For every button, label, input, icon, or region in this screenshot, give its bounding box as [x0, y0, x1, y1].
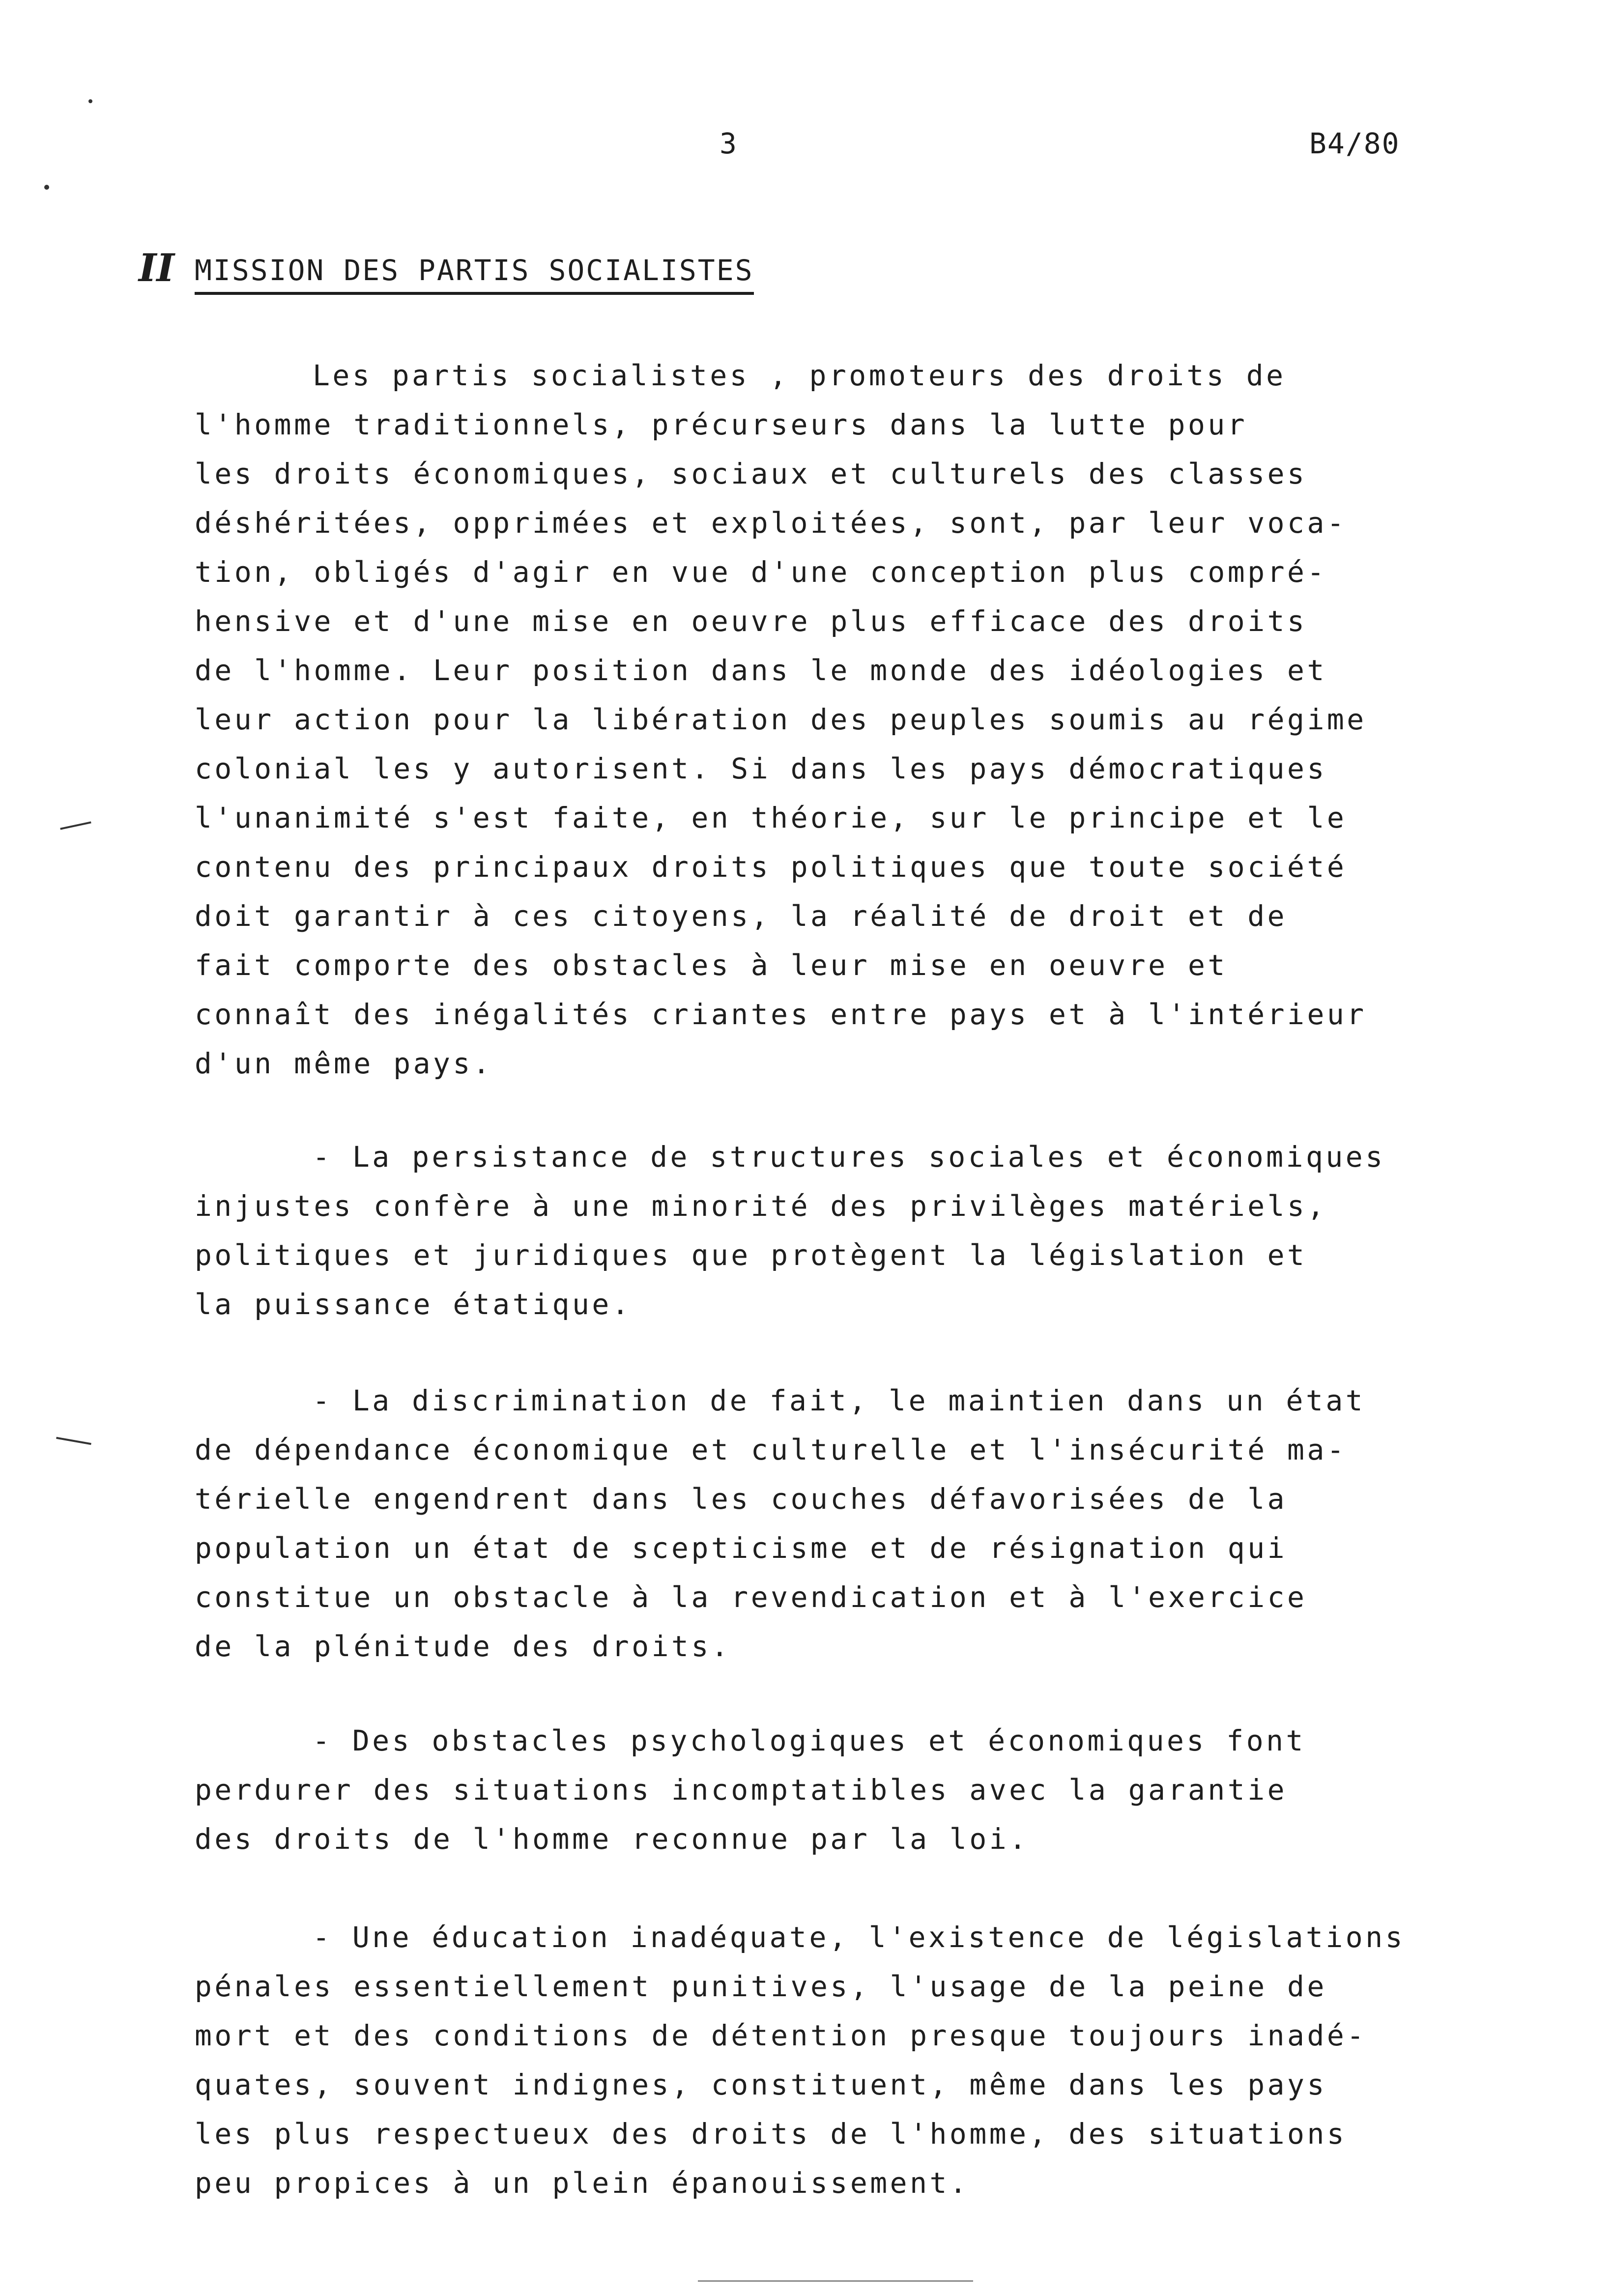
paragraph-intro	[195, 351, 1453, 1088]
text-line: connaît des inégalités criantes entre pays et à l'intérieur	[195, 998, 1367, 1031]
text-line: térielle engendrent dans les couches défavorisées de la	[195, 1482, 1288, 1516]
text-line: les plus respectueux des droits de l'homme, des situations	[195, 2117, 1347, 2151]
text-line: colonial les y autorisent. Si dans les pays démocratiques	[195, 752, 1327, 785]
text-line: de dépendance économique et culturelle et l'insécurité ma-	[195, 1433, 1347, 1466]
text-line: contenu des principaux droits politiques que toute société	[195, 850, 1347, 884]
text-line: - La discrimination de fait, le maintien dans un état	[313, 1384, 1366, 1417]
document-reference: B4/80	[1309, 127, 1400, 160]
text-line: les droits économiques, sociaux et culturels des classes	[195, 457, 1307, 490]
section-title: MISSION DES PARTIS SOCIALISTES	[195, 252, 754, 295]
text-line: tion, obligés d'agir en vue d'une conception plus compré-	[195, 555, 1327, 589]
text-line: population un état de scepticisme et de résignation qui	[195, 1531, 1288, 1565]
section-numeral: II	[139, 246, 174, 290]
text-line: hensive et d'une mise en oeuvre plus efficace des droits	[195, 604, 1307, 638]
text-line: de l'homme. Leur position dans le monde des idéologies et	[195, 654, 1327, 687]
page-number: 3	[720, 127, 737, 160]
paragraph-structures	[195, 1132, 1453, 1329]
text-line: perdurer des situations incomptatibles avec la garantie	[195, 1773, 1288, 1807]
text-line: pénales essentiellement punitives, l'usage de la peine de	[195, 1970, 1327, 2003]
text-line: la puissance étatique.	[195, 1288, 632, 1321]
text-line: l'unanimité s'est faite, en théorie, sur le principe et le	[195, 801, 1347, 834]
text-line: doit garantir à ces citoyens, la réalité de droit et de	[195, 899, 1288, 933]
text-line: l'homme traditionnels, précurseurs dans la lutte pour	[195, 408, 1248, 441]
text-line: - Une éducation inadéquate, l'existence de législations	[313, 1921, 1406, 1954]
text-line: injustes confère à une minorité des privilèges matériels,	[195, 1189, 1327, 1223]
text-line: d'un même pays.	[195, 1047, 493, 1080]
text-line: - La persistance de structures sociales et économiques	[313, 1140, 1385, 1174]
text-line: déshéritées, opprimées et exploitées, sont, par leur voca-	[195, 506, 1347, 540]
text-line: quates, souvent indignes, constituent, même dans les pays	[195, 2068, 1327, 2101]
text-line: constitue un obstacle à la revendication et à l'exercice	[195, 1580, 1307, 1614]
text-line: leur action pour la libération des peuples soumis au régime	[195, 703, 1367, 736]
scan-speck	[88, 99, 92, 103]
margin-mark	[60, 821, 91, 830]
text-line: mort et des conditions de détention presque toujours inadé-	[195, 2019, 1367, 2052]
text-line: peu propices à un plein épanouissement.	[195, 2166, 970, 2200]
margin-mark	[56, 1437, 91, 1445]
paragraph-obstacles	[195, 1716, 1453, 1864]
text-line: politiques et juridiques que protègent la législation et	[195, 1238, 1307, 1272]
paragraph-education	[195, 1913, 1453, 2208]
paragraph-discrimination	[195, 1376, 1453, 1671]
text-line: des droits de l'homme reconnue par la loi.	[195, 1822, 1029, 1856]
scan-line	[698, 2280, 973, 2282]
text-line: fait comporte des obstacles à leur mise en oeuvre et	[195, 948, 1228, 982]
text-line: - Des obstacles psychologiques et économiques font	[313, 1724, 1306, 1757]
text-line: de la plénitude des droits.	[195, 1630, 731, 1663]
text-line: Les partis socialistes , promoteurs des droits de	[313, 359, 1286, 392]
scan-speck	[44, 185, 49, 190]
